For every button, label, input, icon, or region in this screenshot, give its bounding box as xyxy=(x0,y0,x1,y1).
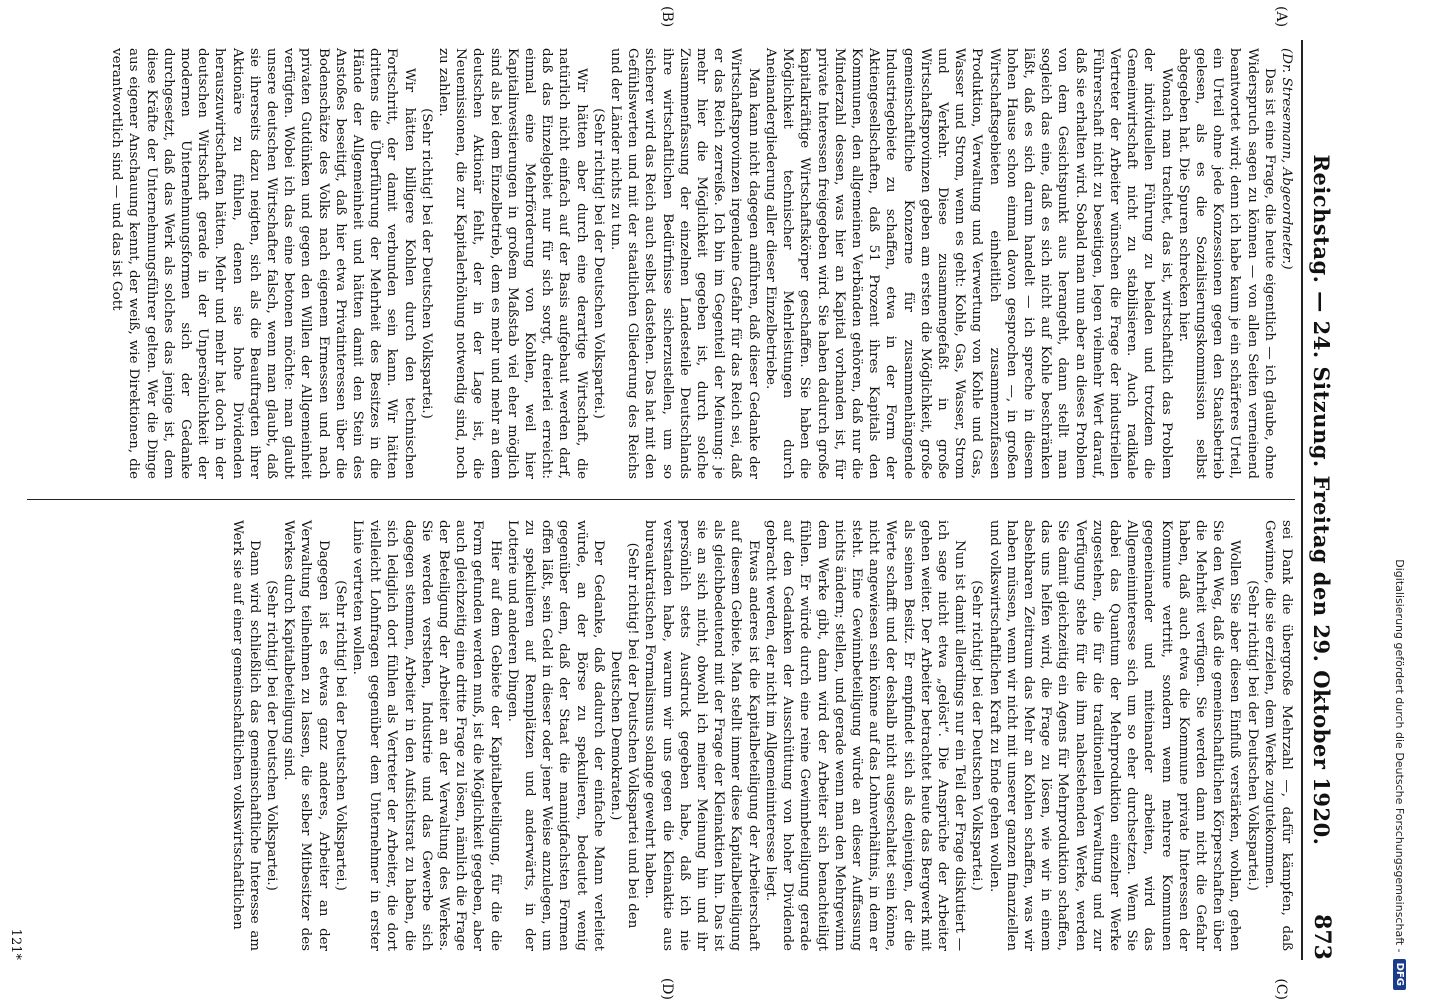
paragraph: Nun ist damit allerdings nur ein Teil der Frage diskutiert — ich sage nicht etwa „gelöst“. Die Ansprüche der Arbeiter gehen weiter. Der Arbeiter betrachtet heute das Bergwerk mit als seinen Besitz. Er empfindet sich als denjenigen, der die Werte schafft und der deshalb nicht ausgeschaltet sein könne, nicht angewiesen sein könne auf das Lohnverhältnis, in dem er steht. Eine Gewinnbeteiligung würde an dieser Auffassung nichts ändern; stellen, und gerade wenn man den Mehrgewinn dem Werke gibt, dann wird der Arbeiter sich benachteiligt fühlen. Er würde durch eine reine Gewinnbeteiligung gerade auf den Gedanken der Ausschüttung von hoher Dividende gebracht werden, der nicht im Allgemeininteresse liegt. xyxy=(762,520,968,951)
interjection: (Sehr richtig! bei der Deutschen Volkspartei und bei den Deutschen Demokraten.) xyxy=(608,542,641,929)
paragraph: Dann wird schließlich das gemeinschaftliche Interesse am Werk sie auf einer gemeinschaftlichen volkswirtschaftlichen xyxy=(229,520,262,951)
paragraph: Wonach man trachtet, das ist, wirtschaftlich das Problem der individuellen Führung zu beladen und trotzdem die Gemeinwirtschaft nicht zu stabilisieren. Auch radikale Vertreter der Arbeiter wünschen die Frage der industriellen Führerschaft nicht zu beseitigen, legen vielmehr Wert darauf, daß sie erhalten wird. Sobald man nun aber an dieses Problem von dem Gesichtspunkt aus herangeht, dann stellt man sogleich das eine, daß es sich nicht auf Kohle beschränken läßt, daß es sich darum handelt — ich spreche in diesem hohen Hause schon einmal davon gesprochen —, in großen Wirtschaftsgebieten einheitlich zusammenzufassen Produktion, Verwaltung und Verwertung von Kohle und Gas, Wasser und Strom, wenn es geht: Kohle, Gas, Wasser, Strom und Verkehr. Diese zusammengefaßt in große Wirtschaftsprovinzen geben am ersten die Möglichkeit, große gemeinschaftliche Konzerne für zusammenhängende Industriegebiete zu schaffen, etwa in der Form der Aktiengesellschaften, daß 51 Prozent ihres Kapitals den Kommunen, den allgemeinen Verbänden gehören, daß nur die Minderzahl dessen, was hier an Kapital vorhanden ist, für private Interessen freigegeben wird. Sie haben dadurch große kapitalkräftige Wirtschaftskörper geschaffen. Sie haben die Möglichkeit technischer Mehrleistungen durch Aneinandergliederung aller dieser Einzelbetriebe. xyxy=(762,48,1174,479)
paragraph: Dagegen ist es etwas ganz anderes, Arbeiter an der Verwaltung teilnehmen zu lassen, die selber Mitbesitzer des Werkes durch Kapitalbeteiligung sind. xyxy=(281,520,331,951)
right-column xyxy=(27,512,1295,959)
text-columns xyxy=(27,6,1295,1000)
interjection: (Sehr richtig! bei der Deutschen Volkspartei.) xyxy=(590,108,606,419)
paragraph: Das ist eine Frage, die heute eigentlich — ich glaube, ohne Widerspruch sagen zu können — von allen Seiten verneinend beantwortet wird; denn ich habe kaum je ein schärferes Urteil, ein Urteil ohne jede Konzessionen gegen den Staatsbetrieb gelesen, als es die Sozialisierungskommission selbst abgegeben hat. Die Spuren schrecken hier. xyxy=(1175,48,1277,479)
interjection: (Sehr richtig! bei der Deutschen Volkspartei.) xyxy=(332,580,348,891)
margin-marker-d: (D) xyxy=(659,977,675,1000)
dfg-logo-icon: DFG xyxy=(1394,959,1407,990)
paragraph: Man kann nicht dagegen anführen, daß dieser Gedanke der Wirtschaftsprovinzen irgendeine Gefahr für das Reich sei, daß er das Reich zerreiße. Ich bin im Gegenteil der Meinung: je mehr hier die Möglichkeit gegeben ist, durch solche Zusammenfassung der einzelnen Landesteile Deutschlands ihre wirtschaftlichen Bedürfnisse sicherzustellen, um so sicherer wird das Reich auch selbst dastehen. Das hat mit den Gefühlswerten und mit der staatlichen Gliederung des Reichs und der Länder nichts zu tun. xyxy=(608,48,761,479)
left-column xyxy=(27,40,1295,487)
margin-marker-a: (A) xyxy=(1273,6,1289,28)
interjection: (Sehr richtig! bei der Deutschen Volkspartei.) xyxy=(1244,580,1260,891)
speaker-note: (Dr. Stresemann, Abgeordneter.) xyxy=(1279,48,1294,270)
paragraph: Wollen Sie aber diesen Einfluß verstärken, wohlan, gehen Sie den Weg, daß die gemeinschaftlichen Körperschaften über die Mehrheit verfügen. Sie werden dann nicht die Gefahr haben, daß auch etwa die Kommune private Interessen der Kommune vertritt, sondern wenn mehrere Kommunen gegeneinander und miteinander arbeiten, wird das Allgemeininteresse sich um so eher durchsetzen. Wenn Sie dabei das Quantum der Mehrproduktion einzelner Werke zugestehen, die für die traditionellen Verwaltung und zur Verfügung stehe für die ihm nahestehenden Werke, werden Sie damit gleichzeitig ein Agens für Mehrproduktion schaffen, das uns helfen wird, die Frage zu lösen, wie wir in einem absehbaren Zeitraum das Mehr an Kohlen schaffen, was wir haben müssen, wenn wir nicht mit unserer ganzen finanziellen und volkswirtschaftlichen Kraft zu Ende gehen wollen. xyxy=(986,520,1243,951)
credit-text: Digitalisierung gefördert durch die Deutsche Forschungsgemeinschaft - xyxy=(1393,559,1407,953)
page-number: 873 xyxy=(1309,914,1335,960)
digitization-credit xyxy=(1390,10,1410,990)
running-title: Reichstag. — 24. Sitzung. Freitag den 29. Oktober 1920. xyxy=(1309,154,1335,846)
paragraph: Der Gedanke, daß dadurch der einfache Mann verleitet würde, an der Börse zu spekulieren, bedeutet wenig gegenüber dem, daß der Staat die mannigfachsten Formen offen läßt, sein Geld in dieser oder jener Weise anzulegen, um zu spekulieren auf Rennplätzen und anderwärts, in der Lotterie und anderen Dingen. xyxy=(504,520,606,951)
page-header xyxy=(1301,40,1341,960)
paragraph: Hier auf dem Gebiete der Kapitalbeteiligung, für die die Form gefunden werden muß, ist die Möglichkeit gegeben, aber auch gleichzeitig eine dritte Frage zu lösen, nämlich die Frage der Beteiligung der Arbeiter an der Verwaltung des Werkes. Sie werden verstehen, Industrie und das Gewerbe sich dagegen stemmen, Arbeiter in den Aufsichtsrat zu haben, die sich lediglich dort fühlen als Vertreter der Arbeiter, die dort vielleicht Lohnfragen gegenüber dem Unternehmer in erster Linie vertreten wollen. xyxy=(350,520,503,951)
margin-marker-c: (C) xyxy=(1273,978,1289,1000)
paragraph: sei Dank die übergroße Mehrzahl —, dafür kämpfen, daß Gewinne, die sie erzielen, dem Werke zugutekommen. xyxy=(1261,520,1294,951)
printer-signature: 121* xyxy=(8,928,23,960)
interjection: (Sehr richtig! bei der Deutschen Volkspartei.) xyxy=(418,108,434,419)
paragraph: Wir hätten aber durch eine derartige Wirtschaft, die natürlich nicht einfach auf der Basis aufgebaut werden darf, daß das Einzelgebiet nur für sich sorgt, dreierlei erreicht: einmal eine Mehrförderung von Kohlen, weil hier Kapitalinvestierungen in großem Maßstab viel eher möglich sind als bei dem Einzelbetrieb, dem es mehr und mehr an dem deutschen Aktionär fehlt, der in der Lage ist, die Neuemissionen, die zur Kapitalerhöhung notwendig sind, noch zu zahlen. xyxy=(436,48,589,479)
interjection: (Sehr richtig! bei der Deutschen Volkspartei.) xyxy=(969,580,985,891)
paragraph: Wir hätten billigere Kohlen durch den technischen Fortschritt, der damit verbunden sein kann. Wir hätten drittens die Überführung der Mehrheit des Besitzes in die Hände der Allgemeinheit und hätten damit den Stein des Anstoßes beseitigt, daß hier etwa Privatinteressen über die Bodenschätze des Volks nach eigenem Ermessen und nach privaten Gutdünken und gegen den Willen der Allgemeinheit verfügten. Wobei ich das eine betonen möchte: man glaubt unsere deutschen Wirtschafter falsch, wenn man glaubt, daß sie ihrerseits dazu neigten, sich als die Beauftragten ihrer Aktionäre zu fühlen, denen sie hohe Dividenden herauszuwirtschaften hätten. Mehr und mehr hat doch in der deutschen Wirtschaft gerade in der Unpersönlichkeit der modernen Unternehmungsformen sich der Gedanke durchgesetzt, daß das Werk als solches das jenige ist, dem diese Kräfte der Unternehmungsführer gelten. Wer die Dinge aus eigener Anschauung kennt, der weiß, wie Direktionen, die verantwortlich sind — und das ist Gott xyxy=(109,48,417,479)
margin-marker-b: (B) xyxy=(659,6,675,28)
paragraph: Etwas anderes ist die Kapitalbeteiligung der Arbeiterschaft auf diesem Gebiete. Man stellt immer diese Kapitalbeteiligung als gleichbedeutend mit der Frage der Kleinaktien hin. Das ist sie an sich nicht, obwohl ich meiner Meinung hin und ihr persönlich stets Ausdruck gegeben habe, daß ich nie verstanden habe, warum wir uns gegen die Kleinaktie aus bureaukratischen Formalismus solange gewehrt haben. xyxy=(642,520,761,951)
column-divider xyxy=(27,499,1295,500)
interjection: (Sehr richtig! bei der Deutschen Volkspartei.) xyxy=(264,580,280,891)
